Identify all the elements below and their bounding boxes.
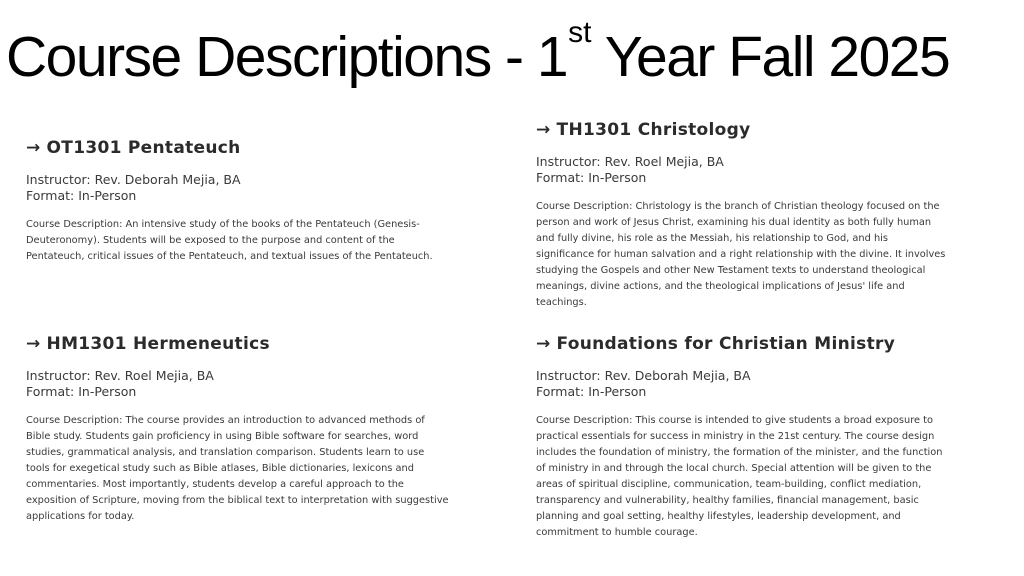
page-title-superscript: st <box>568 16 592 49</box>
course-title: OT1301 Pentateuch <box>46 138 241 158</box>
course-heading <box>536 120 946 140</box>
course-description: Course Description: The course provides an introduction to advanced methods of Bible study. Students gain proficiency in using Bible software for searches, word studies, grammatical analysis, and translation comparison. Students learn to use tools for exegetical study such as Bible atlases, Bible dictionaries, lexicons and commentaries. Most importantly, students develop a careful approach to the exposition of Scripture, moving from the biblical text to interpretation with suggestive applications for today. <box>26 415 449 522</box>
course-title: HM1301 Hermeneutics <box>46 334 270 354</box>
course-format: Format: In-Person <box>26 384 137 399</box>
course-heading <box>26 138 456 158</box>
course-description: Course Description: This course is intended to give students a broad exposure to practical essentials for success in ministry in the 21st century. The course design includes the foundation of ministry, the formation of the minister, and the function of ministry in and through the local church. Special attention will be given to the areas of spiritual discipline, communication, team-building, conflict mediation, transparency and vulnerability, healthy families, financial management, basic planning and goal setting, healthy lifestyles, leadership development, and commitment to humble courage. <box>536 415 943 538</box>
course-hm1301 <box>26 334 451 535</box>
course-title: TH1301 Christology <box>556 120 751 140</box>
course-meta <box>536 368 946 400</box>
course-instructor: Instructor: Rev. Deborah Mejia, BA <box>26 172 241 187</box>
arrow-right-icon: → <box>536 120 551 140</box>
arrow-right-icon: → <box>26 334 41 354</box>
course-ot1301 <box>26 138 456 275</box>
course-meta <box>26 368 451 400</box>
course-foundations-ministry <box>536 334 946 551</box>
course-heading <box>536 334 946 354</box>
course-instructor: Instructor: Rev. Roel Mejia, BA <box>536 154 724 169</box>
course-instructor: Instructor: Rev. Deborah Mejia, BA <box>536 368 751 383</box>
course-title: Foundations for Christian Ministry <box>556 334 896 354</box>
course-description: Course Description: Christology is the branch of Christian theology focused on the person and work of Jesus Christ, examining his dual identity as both fully human and fully divine, his role as the Messiah, his relationship to God, and his significance for human salvation and a right relationship with the divine. It involves studying the Gospels and other New Testament texts to understand theological meanings, divine actions, and the theological implications of Jesus' life and teachings. <box>536 201 946 308</box>
course-meta <box>536 154 946 186</box>
course-th1301 <box>536 120 946 321</box>
course-instructor: Instructor: Rev. Roel Mejia, BA <box>26 368 214 383</box>
course-format: Format: In-Person <box>536 384 647 399</box>
course-heading <box>26 334 451 354</box>
page-title <box>6 16 950 92</box>
arrow-right-icon: → <box>536 334 551 354</box>
course-description: Course Description: An intensive study of the books of the Pentateuch (Genesis-Deuteronomy). Students will be exposed to the purpose and content of the Pentateuch, critical issues of the Pentateuch, and textual issues of the Pentateuch. <box>26 219 433 262</box>
page-title-main: Course Descriptions - 1 <box>6 25 568 89</box>
page-title-tail: Year Fall 2025 <box>591 25 950 89</box>
course-format: Format: In-Person <box>26 188 137 203</box>
course-format: Format: In-Person <box>536 170 647 185</box>
course-meta <box>26 172 456 204</box>
arrow-right-icon: → <box>26 138 41 158</box>
